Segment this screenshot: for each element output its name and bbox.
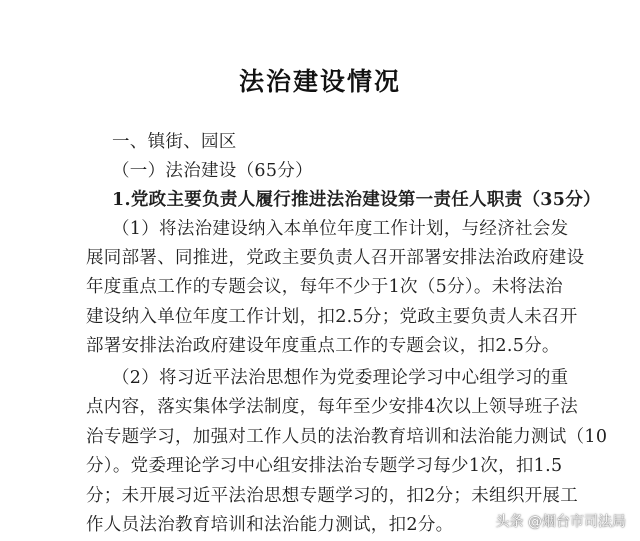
body-line: 治专题学习，加强对工作人员的法治教育培训和法治能力测试（10: [86, 427, 608, 447]
body-line: 分；未开展习近平法治思想专题学习的，扣2分；未组织开展工: [86, 486, 579, 506]
body-line: （1）将法治建设纳入本单位年度工作计划，与经济社会发: [112, 219, 569, 239]
document-title: 法治建设情况: [238, 67, 401, 96]
body-line: （2）将习近平法治思想作为党委理论学习中心组学习的重: [112, 368, 569, 388]
section-heading: 一、镇街、园区: [112, 132, 237, 152]
body-line: 年度重点工作的专题会议，每年不少于1次（5分）。未将法治: [86, 277, 563, 297]
item-heading: 1.党政主要负责人履行推进法治建设第一责任人职责（35分）: [112, 190, 601, 210]
body-line: 建设纳入单位年度工作计划，扣2.5分；党政主要负责人未召开: [86, 307, 578, 327]
watermark: [496, 511, 626, 531]
body-line: 分）。党委理论学习中心组安排法治专题学习每少1次，扣1.5: [86, 456, 563, 476]
body-line: 部署安排法治政府建设年度重点工作的专题会议，扣2.5分。: [86, 336, 560, 356]
body-line: 展同部署、同推进，党政主要负责人召开部署安排法治政府建设: [86, 248, 585, 268]
watermark-text: 头条 @烟台市司法局: [495, 514, 626, 530]
subsection-heading: （一）法治建设（65分）: [112, 161, 313, 181]
body-line: 作人员法治教育培训和法治能力测试，扣2分。: [86, 515, 454, 535]
body-line: 点内容，落实集体学法制度，每年至少安排4次以上领导班子法: [86, 397, 579, 417]
